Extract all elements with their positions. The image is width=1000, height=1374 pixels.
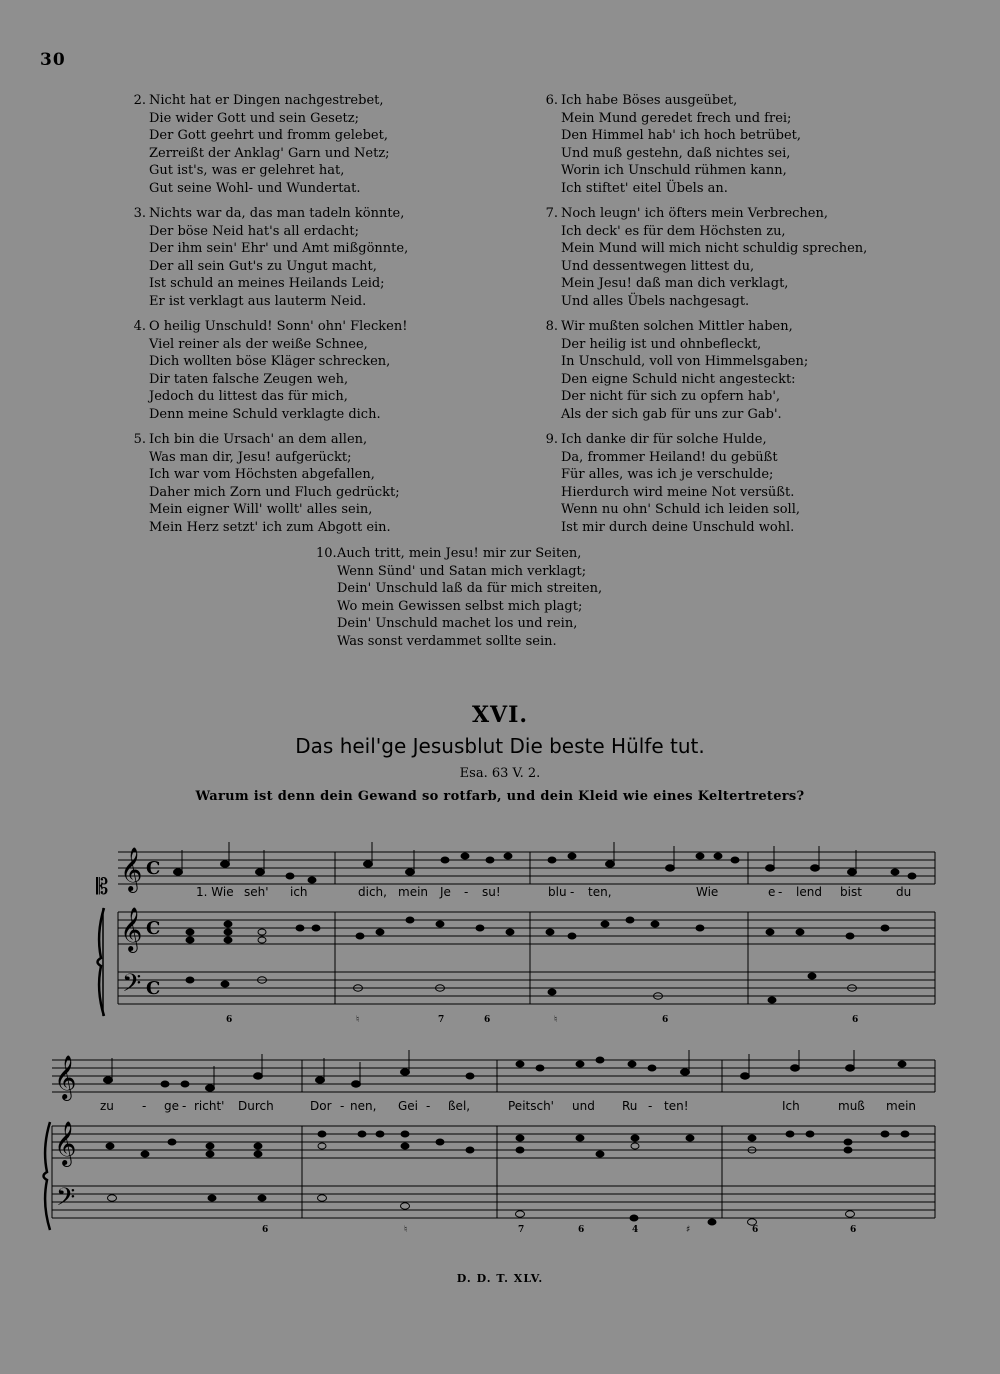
lyric-s2-14: und bbox=[572, 1099, 595, 1113]
figure-1-6: 6 bbox=[662, 1015, 669, 1025]
lyric-s1-8: su! bbox=[482, 885, 501, 899]
lyric-s2-3: ge bbox=[164, 1099, 179, 1113]
lyric-s1-17: du bbox=[896, 885, 912, 899]
stanza-line-text: Denn meine Schuld verklagte dich. bbox=[149, 406, 381, 422]
piano-time-signature-bass: C bbox=[146, 978, 161, 999]
lyric-s2-1: zu bbox=[100, 1099, 114, 1113]
stanza-2 bbox=[128, 92, 390, 197]
stanza-line-text: Gut seine Wohl- und Wundertat. bbox=[149, 180, 361, 196]
stanza-line bbox=[128, 162, 390, 180]
stanza-line bbox=[128, 258, 408, 276]
stanza-line bbox=[540, 484, 800, 502]
stanza-line bbox=[128, 275, 408, 293]
piano-time-signature-treble: C bbox=[146, 918, 161, 939]
stanza-line bbox=[540, 223, 867, 241]
lyric-s1-9: blu bbox=[548, 885, 567, 899]
lyric-s1-6: Je bbox=[440, 885, 451, 899]
stanza-line bbox=[128, 519, 400, 537]
stanza-number: 5. bbox=[133, 432, 146, 447]
lyric-s2-11: - bbox=[426, 1099, 431, 1113]
stanza-line-text: Ich war vom Höchsten abgefallen, bbox=[149, 467, 375, 482]
stanza-line bbox=[540, 293, 867, 311]
treble-clef-icon-2: 𝄞 bbox=[54, 1055, 77, 1099]
stanza-8 bbox=[540, 318, 808, 423]
stanza-line-text: Ich stiftet' eitel Übels an. bbox=[561, 180, 728, 196]
score-system-1 bbox=[0, 830, 1000, 1040]
stanza-line-text: Und alles Übels nachgesagt. bbox=[561, 293, 750, 309]
piano-staves-2 bbox=[52, 1126, 935, 1218]
stanza-line bbox=[128, 449, 400, 467]
stanza-line-text: Der all sein Gut's zu Ungut macht, bbox=[149, 258, 377, 274]
stanza-line bbox=[128, 388, 407, 406]
lyric-s2-5: richt' bbox=[194, 1099, 225, 1113]
figure-1-3: 7 bbox=[438, 1015, 445, 1025]
stanza-line-text: Mein Mund will mich nicht schuldig sprechen, bbox=[561, 241, 868, 256]
stanza-number: 10. bbox=[316, 546, 337, 561]
stanza-line-text: Den Himmel hab' ich hoch betrübet, bbox=[561, 128, 802, 143]
stanza-line bbox=[128, 406, 407, 424]
stanza-line-text: In Unschuld, voll von Himmelsgaben; bbox=[561, 354, 809, 369]
figure-2-5: 4 bbox=[632, 1225, 639, 1235]
lyric-s2-2: - bbox=[142, 1099, 147, 1113]
piano-treble-clef-icon-2: 𝄞 bbox=[54, 1121, 77, 1165]
figure-2-3: 7 bbox=[518, 1225, 525, 1235]
piano-bass-clef-icon-2: 𝄢 bbox=[56, 1183, 76, 1218]
stanza-line bbox=[128, 318, 407, 336]
figure-2-6: ♯ bbox=[686, 1225, 691, 1235]
stanza-line bbox=[128, 127, 390, 145]
stanza-line-text: Als der sich gab für uns zur Gab'. bbox=[561, 406, 782, 422]
stanza-line bbox=[128, 240, 408, 258]
stanza-line-text: Mein Jesu! daß man dich verklagt, bbox=[561, 276, 789, 291]
stanza-line-text: Wir mußten solchen Mittler haben, bbox=[561, 319, 793, 334]
stanza-line bbox=[540, 92, 801, 110]
lyric-s2-15: Ru bbox=[622, 1099, 638, 1113]
stanza-line bbox=[540, 275, 867, 293]
stanza-9 bbox=[540, 431, 800, 536]
hymn-title: Das heil'ge Jesusblut Die beste Hülfe tut. bbox=[295, 734, 705, 758]
stanza-line bbox=[540, 240, 867, 258]
lyric-s2-17: ten! bbox=[664, 1099, 689, 1113]
figure-1-1: 6 bbox=[226, 1015, 233, 1025]
stanza-line bbox=[540, 336, 808, 354]
stanza-line-text: O heilig Unschuld! Sonn' ohn' Flecken! bbox=[149, 319, 408, 334]
stanza-line bbox=[540, 127, 801, 145]
piano-treble-clef-icon: 𝄞 bbox=[120, 907, 143, 951]
lyric-s2-13: Peitsch' bbox=[508, 1099, 554, 1113]
piano-notes-2 bbox=[106, 1131, 909, 1225]
lyric-s1-13: e bbox=[768, 885, 776, 899]
lyric-s2-7: Dor bbox=[310, 1099, 332, 1113]
stanza-number: 7. bbox=[545, 206, 558, 221]
stanza-number: 3. bbox=[133, 206, 146, 221]
stanza-number: 8. bbox=[545, 319, 558, 334]
stanza-line bbox=[128, 180, 390, 198]
lyric-s2-12: ßel, bbox=[448, 1099, 471, 1113]
score-system-2 bbox=[0, 1050, 1000, 1250]
stanza-line-text: Was man dir, Jesu! aufgerückt; bbox=[149, 449, 352, 465]
stanza-line bbox=[540, 162, 801, 180]
stanza-line-text: Für alles, was ich je verschulde; bbox=[561, 467, 774, 482]
figure-2-4: 6 bbox=[578, 1225, 585, 1235]
stanza-number: 6. bbox=[545, 93, 558, 108]
stanza-line bbox=[316, 598, 602, 616]
stanza-line bbox=[128, 223, 408, 241]
stanza-line-text: Dir taten falsche Zeugen weh, bbox=[149, 371, 349, 387]
voice-notes-2 bbox=[104, 1050, 907, 1091]
stanza-line-text: Dein' Unschuld laß da für mich streiten, bbox=[337, 581, 603, 596]
stanza-line-text: Der Gott geehrt und fromm gelebet, bbox=[149, 128, 388, 143]
stanza-line-text: Nichts war da, das man tadeln könnte, bbox=[149, 206, 405, 221]
stanza-line-text: Der heilig ist und ohnbefleckt, bbox=[561, 336, 762, 352]
stanza-line bbox=[128, 110, 390, 128]
stanza-line bbox=[128, 145, 390, 163]
stanza-line bbox=[540, 145, 801, 163]
stanza-line bbox=[316, 545, 602, 563]
stanza-line bbox=[540, 258, 867, 276]
stanza-line-text: Mein Herz setzt' ich zum Abgott ein. bbox=[149, 519, 391, 535]
stanza-line bbox=[540, 431, 800, 449]
lyric-s2-8: - bbox=[340, 1099, 345, 1113]
lyric-s1-16: bist bbox=[840, 885, 862, 899]
grand-staff-brace-icon-2 bbox=[44, 1122, 51, 1230]
figure-1-2: ♮ bbox=[356, 1015, 360, 1025]
piano-treble-staff bbox=[118, 912, 935, 944]
figure-2-2: ♮ bbox=[404, 1225, 408, 1235]
stanza-line-text: Ist mir durch deine Unschuld wohl. bbox=[561, 519, 795, 535]
stanza-line bbox=[540, 519, 800, 537]
lyric-s2-19: muß bbox=[838, 1099, 865, 1113]
hymn-reference: Esa. 63 V. 2. bbox=[459, 766, 541, 781]
stanza-line bbox=[128, 92, 390, 110]
stanza-4 bbox=[128, 318, 407, 423]
stanza-line bbox=[128, 371, 407, 389]
treble-clef-icon: 𝄞 bbox=[120, 847, 143, 891]
figured-bass-line-1 bbox=[226, 1015, 858, 1025]
lyric-s1-3: ich bbox=[290, 885, 308, 899]
stanza-6 bbox=[540, 92, 801, 197]
stanza-number: 2. bbox=[133, 93, 146, 108]
stanza-line bbox=[316, 563, 602, 581]
footer-signature: D. D. T. XLV. bbox=[456, 1272, 544, 1285]
stanza-line bbox=[128, 431, 400, 449]
stanza-line-text: Viel reiner als der weiße Schnee, bbox=[149, 336, 368, 352]
stanza-line-text: Der böse Neid hat's all erdacht; bbox=[149, 223, 359, 239]
stanza-line-text: Ich deck' es für dem Höchsten zu, bbox=[561, 223, 786, 239]
stanza-line-text: Wenn Sünd' und Satan mich verklagt; bbox=[337, 563, 587, 579]
stanza-line-text: Und dessentwegen littest du, bbox=[561, 258, 755, 274]
stanza-line bbox=[540, 406, 808, 424]
lyric-s1-10: - bbox=[570, 885, 575, 899]
figure-2-1: 6 bbox=[262, 1225, 269, 1235]
stanza-line bbox=[128, 205, 408, 223]
stanza-line bbox=[540, 205, 867, 223]
stanza-line-text: Ich bin die Ursach' an dem allen, bbox=[149, 432, 368, 447]
stanza-line-text: Jedoch du littest das für mich, bbox=[149, 389, 348, 404]
figure-2-7: 6 bbox=[752, 1225, 759, 1235]
stanza-line-text: Ich danke dir für solche Hulde, bbox=[561, 432, 767, 447]
stanza-line bbox=[128, 353, 407, 371]
stanza-line-text: Auch tritt, mein Jesu! mir zur Seiten, bbox=[337, 546, 582, 561]
lyric-s1-11: ten, bbox=[588, 885, 612, 899]
lyric-s2-9: nen, bbox=[350, 1099, 377, 1113]
stanza-line-text: Der nicht für sich zu opfern hab', bbox=[561, 389, 781, 404]
lyric-s1-7: - bbox=[464, 885, 469, 899]
stanza-line bbox=[540, 371, 808, 389]
stanza-10 bbox=[316, 545, 602, 650]
stanza-line-text: Da, frommer Heiland! du gebüßt bbox=[561, 449, 778, 465]
stanza-line-text: Den eigne Schuld nicht angesteckt: bbox=[561, 371, 796, 387]
stanza-line bbox=[540, 501, 800, 519]
stanza-3 bbox=[128, 205, 408, 310]
stanza-line bbox=[316, 615, 602, 633]
figure-2-8: 6 bbox=[850, 1225, 857, 1235]
stanza-line bbox=[540, 318, 808, 336]
lyric-s1-15: lend bbox=[796, 885, 822, 899]
figure-1-4: 6 bbox=[484, 1015, 491, 1025]
stanza-line-text: Dich wollten böse Kläger schrecken, bbox=[149, 354, 391, 369]
score-system-1-svg bbox=[0, 830, 1000, 1040]
lyric-s1-2: seh' bbox=[244, 885, 269, 899]
stanza-line-text: Worin ich Unschuld rühmen kann, bbox=[561, 163, 787, 178]
voice-notes bbox=[174, 842, 917, 883]
stanza-line bbox=[540, 388, 808, 406]
stanza-line bbox=[316, 580, 602, 598]
stanza-number: 4. bbox=[133, 319, 146, 334]
lyric-s1-5: mein bbox=[398, 885, 429, 899]
stanza-line-text: Der ihm sein' Ehr' und Amt mißgönnte, bbox=[149, 241, 409, 256]
stanza-line-text: Mein Mund geredet frech und frei; bbox=[561, 110, 792, 126]
hymn-epigraph: Warum ist denn dein Gewand so rotfarb, und dein Kleid wie eines Keltertreters? bbox=[195, 789, 805, 804]
stanza-line bbox=[128, 466, 400, 484]
stanza-line-text: Dein' Unschuld machet los und rein, bbox=[337, 616, 578, 631]
stanza-line-text: Hierdurch wird meine Not versüßt. bbox=[561, 484, 795, 500]
score-system-2-svg bbox=[0, 1050, 1000, 1250]
stanza-line bbox=[540, 466, 800, 484]
stanza-line bbox=[128, 484, 400, 502]
stanza-line-text: Daher mich Zorn und Fluch gedrückt; bbox=[149, 484, 400, 500]
lyric-s1-12: Wie bbox=[696, 885, 719, 899]
stanza-line bbox=[128, 336, 407, 354]
lyric-s2-16: - bbox=[648, 1099, 653, 1113]
stanza-line bbox=[316, 633, 602, 651]
stanza-line-text: Und muß gestehn, daß nichtes sei, bbox=[561, 145, 791, 161]
lyric-s2-20: mein bbox=[886, 1099, 917, 1113]
lyric-s2-10: Gei bbox=[398, 1099, 419, 1113]
stanza-line-text: Ist schuld an meines Heilands Leid; bbox=[149, 276, 385, 291]
soprano-clef-icon: 𝄡 bbox=[96, 875, 109, 900]
stanza-line-text: Gut ist's, was er gelehret hat, bbox=[149, 163, 345, 178]
stanza-line-text: Er ist verklagt aus lauterm Neid. bbox=[149, 293, 367, 309]
stanza-7 bbox=[540, 205, 867, 310]
piano-bass-clef-icon: 𝄢 bbox=[122, 969, 142, 1004]
lyric-s1-14: - bbox=[778, 885, 783, 899]
stanza-line bbox=[540, 449, 800, 467]
figure-1-5: ♮ bbox=[554, 1015, 558, 1025]
hymn-number: XVI. bbox=[471, 702, 529, 728]
stanza-line-text: Die wider Gott und sein Gesetz; bbox=[149, 110, 359, 126]
piano-bass-staff bbox=[118, 912, 935, 1004]
stanza-line-text: Mein eigner Will' wollt' alles sein, bbox=[149, 502, 373, 517]
stanza-line-text: Ich habe Böses ausgeübet, bbox=[561, 93, 738, 108]
stanza-line bbox=[540, 110, 801, 128]
stanza-line-text: Nicht hat er Dingen nachgestrebet, bbox=[149, 93, 384, 108]
lyric-s1-4: dich, bbox=[358, 885, 387, 899]
page-number: 30 bbox=[40, 50, 66, 70]
lyric-s1-1: 1. Wie bbox=[196, 885, 234, 899]
stanza-line-text: Was sonst verdammet sollte sein. bbox=[337, 633, 557, 649]
stanza-number: 9. bbox=[545, 432, 558, 447]
stanza-line bbox=[128, 293, 408, 311]
stanza-line-text: Wenn nu ohn' Schuld ich leiden soll, bbox=[561, 502, 800, 517]
lyric-s2-18: Ich bbox=[782, 1099, 800, 1113]
lyric-s2-6: Durch bbox=[238, 1099, 274, 1113]
stanza-line bbox=[128, 501, 400, 519]
figure-1-7: 6 bbox=[852, 1015, 859, 1025]
stanza-line-text: Wo mein Gewissen selbst mich plagt; bbox=[337, 598, 583, 614]
time-signature: C bbox=[146, 858, 161, 879]
figured-bass-line-2 bbox=[262, 1225, 856, 1235]
stanza-5 bbox=[128, 431, 400, 536]
stanza-line-text: Zerreißt der Anklag' Garn und Netz; bbox=[149, 145, 390, 161]
stanza-line bbox=[540, 180, 801, 198]
lyric-s2-4: - bbox=[182, 1099, 187, 1113]
piano-notes bbox=[186, 917, 889, 1003]
stanza-line bbox=[540, 353, 808, 371]
stanza-line-text: Noch leugn' ich öfters mein Verbrechen, bbox=[561, 206, 828, 221]
